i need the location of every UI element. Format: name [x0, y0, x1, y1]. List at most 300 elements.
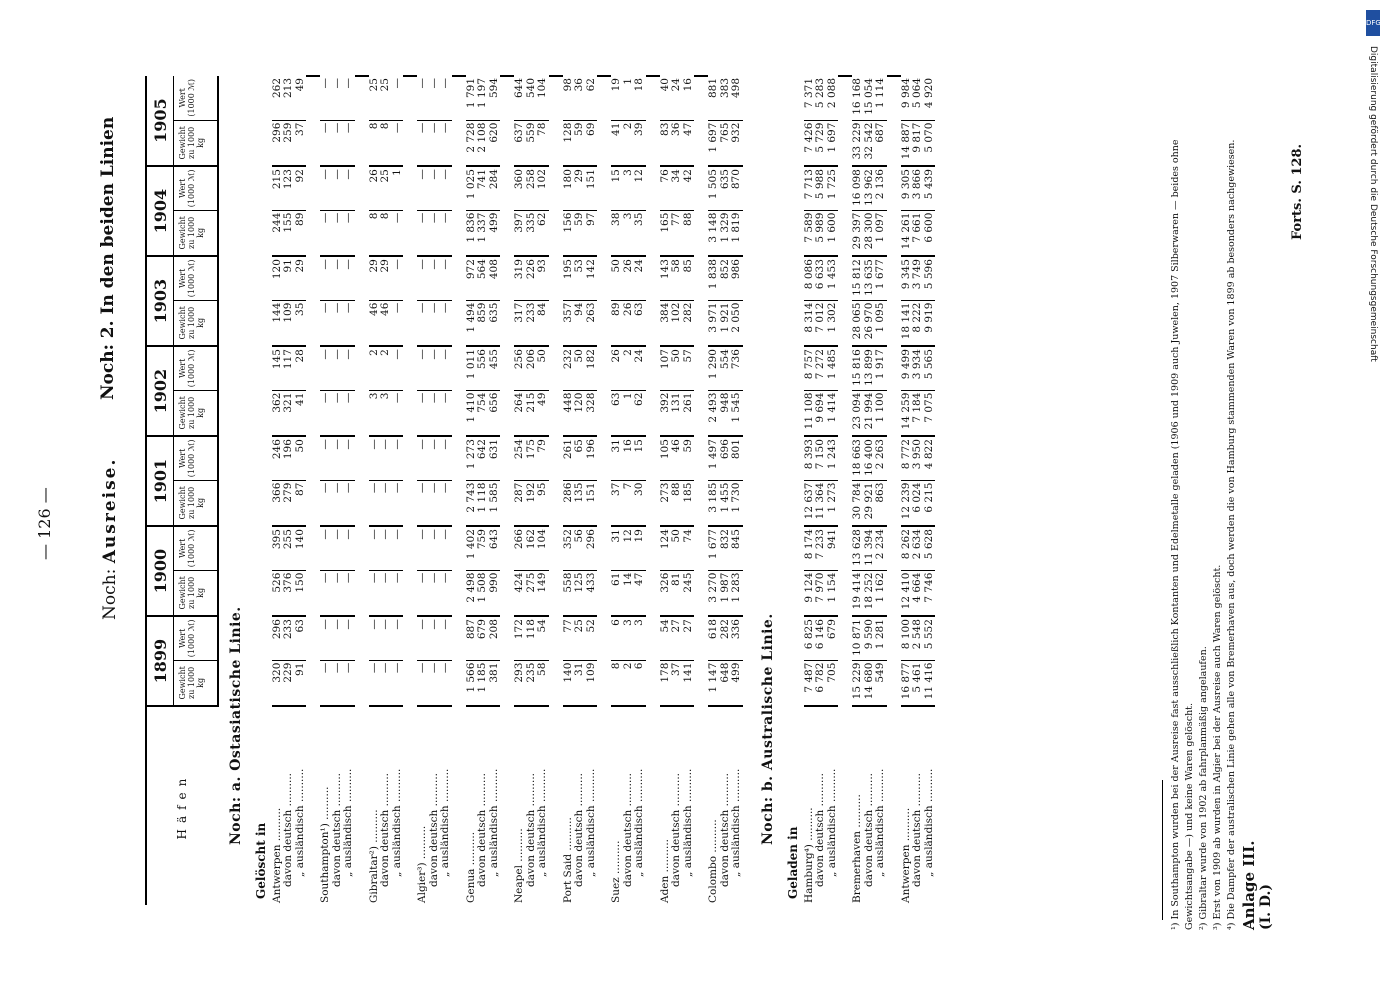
weight-cell: 46 — [369, 300, 381, 346]
value-cell: 383 — [720, 76, 732, 120]
value-cell: 36 — [574, 76, 586, 120]
weight-cell: — — [343, 300, 355, 346]
weight-cell: 102 — [671, 300, 683, 346]
weight-cell: 549 — [875, 660, 887, 706]
value-cell: 408 — [489, 256, 501, 300]
weight-cell: 5 729 — [815, 120, 827, 166]
weight-cell: 293 — [514, 660, 526, 706]
row-label: davon deutsch .......... — [380, 706, 392, 905]
dfg-strip — [1366, 10, 1380, 990]
weight-cell: 151 — [586, 480, 598, 526]
value-cell: 9 345 — [901, 256, 913, 300]
weight-cell: 28 300 — [864, 210, 876, 256]
year-header: 1904 — [146, 166, 174, 256]
table-row — [514, 76, 526, 905]
value-cell: 50 — [295, 436, 307, 480]
value-cell: — — [320, 166, 332, 210]
weight-cell: 5 989 — [815, 210, 827, 256]
value-cell: 7 713 — [804, 166, 816, 210]
value-cell: 77 — [563, 616, 575, 660]
value-cell: 16 — [683, 76, 695, 120]
value-cell: 93 — [537, 256, 549, 300]
value-cell: 26 — [623, 256, 635, 300]
value-cell: 1 677 — [708, 526, 720, 570]
weight-cell: 144 — [272, 300, 284, 346]
value-cell: 679 — [827, 616, 839, 660]
weight-cell: 11 108 — [804, 390, 816, 436]
value-cell: — — [343, 76, 355, 120]
value-cell: 2 634 — [912, 526, 924, 570]
row-label: „ ausländisch .......... — [537, 706, 549, 905]
row-label: davon deutsch .......... — [477, 706, 489, 905]
weight-cell: 7 661 — [912, 210, 924, 256]
value-cell: — — [417, 76, 429, 120]
weight-cell: 279 — [283, 480, 295, 526]
weight-cell: 59 — [574, 210, 586, 256]
table-row — [683, 76, 695, 905]
footnote: ²) Gibraltar wurde von 1902 ab fahrplanmäßig angelaufen. — [1198, 646, 1209, 930]
weight-cell: 6 600 — [924, 210, 936, 256]
weight-cell: 9 694 — [815, 390, 827, 436]
weight-cell: 125 — [574, 570, 586, 616]
table-row — [611, 76, 623, 905]
weight-cell: — — [417, 390, 429, 436]
value-cell: 54 — [660, 616, 672, 660]
value-cell: 24 — [671, 76, 683, 120]
table-row — [827, 76, 839, 905]
value-cell: 1 197 — [477, 76, 489, 120]
weight-cell: 11 416 — [924, 660, 936, 706]
weight-cell: 97 — [586, 210, 598, 256]
weight-cell: — — [369, 480, 381, 526]
value-cell: 679 — [477, 616, 489, 660]
value-cell: 2 — [623, 346, 635, 390]
row-label: Antwerpen .......... — [272, 706, 284, 905]
weight-cell: 287 — [514, 480, 526, 526]
weight-cell: 14 887 — [901, 120, 913, 166]
row-label: „ ausländisch .......... — [489, 706, 501, 905]
weight-cell: 165 — [660, 210, 672, 256]
weight-cell: 87 — [295, 480, 307, 526]
weight-cell: 3 — [623, 210, 635, 256]
value-cell: — — [343, 166, 355, 210]
value-cell: 7 371 — [804, 76, 816, 120]
row-label: Bremerhaven .......... — [852, 706, 864, 905]
value-cell: — — [392, 346, 404, 390]
value-cell: 1 485 — [827, 346, 839, 390]
weight-cell: 397 — [514, 210, 526, 256]
weight-cell: 7 589 — [804, 210, 816, 256]
value-cell: 92 — [295, 166, 307, 210]
table-row — [417, 76, 429, 905]
value-cell: 3 866 — [912, 166, 924, 210]
value-cell: 1 453 — [827, 256, 839, 300]
weight-cell: 61 — [611, 570, 623, 616]
row-label: davon deutsch .......... — [332, 706, 344, 905]
weight-cell: — — [392, 120, 404, 166]
footnote: ⁴) Die Dampfer der australischen Linie gehen alle von Bremerhaven aus, doch werden die von Hamburg stammenden Waren von 1899 ab besonders nachgewiesen. — [1226, 139, 1237, 930]
footnote-rule — [1162, 780, 1163, 920]
row-label: „ ausländisch .......... — [827, 706, 839, 905]
weight-cell: 362 — [272, 390, 284, 436]
weight-cell: 81 — [671, 570, 683, 616]
weight-cell: 215 — [526, 390, 538, 436]
weight-cell: 29 397 — [852, 210, 864, 256]
weight-cell: 948 — [720, 390, 732, 436]
value-cell: 15 — [611, 166, 623, 210]
weight-cell: 273 — [660, 480, 672, 526]
value-cell: 8 757 — [804, 346, 816, 390]
weight-cell: 1 585 — [489, 480, 501, 526]
value-cell: 941 — [827, 526, 839, 570]
value-cell: — — [429, 436, 441, 480]
value-cell: 25 — [380, 76, 392, 120]
weight-cell: 5 070 — [924, 120, 936, 166]
weight-cell: 705 — [827, 660, 839, 706]
value-cell: 1 114 — [875, 76, 887, 120]
value-cell: — — [343, 526, 355, 570]
weight-cell: 14 — [623, 570, 635, 616]
weight-cell: 3 148 — [708, 210, 720, 256]
value-cell: — — [417, 526, 429, 570]
weight-cell: 39 — [634, 120, 646, 166]
weight-cell: 1 697 — [708, 120, 720, 166]
weight-cell: 30 784 — [852, 480, 864, 526]
value-cell: 5 988 — [815, 166, 827, 210]
value-cell: 13 628 — [852, 526, 864, 570]
weight-cell: 320 — [272, 660, 284, 706]
weight-cell: 376 — [283, 570, 295, 616]
weight-cell: 1 494 — [466, 300, 478, 346]
weight-cell: 8 314 — [804, 300, 816, 346]
value-cell: 233 — [283, 616, 295, 660]
weight-cell: 59 — [574, 120, 586, 166]
weight-cell: 135 — [574, 480, 586, 526]
section-a-group-label: Gelöscht in — [254, 822, 268, 899]
weight-cell: 2 — [623, 120, 635, 166]
weight-cell: 366 — [272, 480, 284, 526]
weight-cell: 33 229 — [852, 120, 864, 166]
weight-cell: 1 147 — [708, 660, 720, 706]
value-cell: 852 — [720, 256, 732, 300]
value-cell: — — [343, 346, 355, 390]
value-cell: — — [343, 256, 355, 300]
value-cell: 741 — [477, 166, 489, 210]
weight-cell: 1 600 — [827, 210, 839, 256]
weight-cell: — — [320, 120, 332, 166]
weight-cell: 2 493 — [708, 390, 720, 436]
value-cell: 54 — [537, 616, 549, 660]
weight-cell: 1 921 — [720, 300, 732, 346]
weight-cell: 261 — [683, 390, 695, 436]
value-cell: — — [380, 436, 392, 480]
value-cell: 50 — [671, 346, 683, 390]
footnote: ¹) In Southampton wurden bei der Ausreise fast ausschließlich Kontanten und Edelmetalle geladen (1906 und 1909 auch Juwelen, 1907 Silberwaren — beides ohne Gewichtsangabe —) und keine Waren gelöscht. — [1170, 139, 1195, 930]
weight-cell: — — [332, 480, 344, 526]
value-cell: 3 934 — [912, 346, 924, 390]
value-cell: — — [320, 256, 332, 300]
value-cell: — — [392, 526, 404, 570]
value-cell: — — [429, 256, 441, 300]
value-cell: 104 — [537, 76, 549, 120]
weight-cell: 1 — [623, 390, 635, 436]
table-row — [380, 76, 392, 905]
weight-cell: 3 — [380, 390, 392, 436]
value-cell: — — [320, 346, 332, 390]
value-cell: — — [429, 346, 441, 390]
anlage-label: Anlage III. — [1240, 840, 1258, 930]
value-cell: 1 505 — [708, 166, 720, 210]
weight-cell: 9 124 — [804, 570, 816, 616]
value-cell: 2 234 — [875, 526, 887, 570]
value-cell: 85 — [683, 256, 695, 300]
weight-cell: 3 971 — [708, 300, 720, 346]
weight-cell: — — [320, 570, 332, 616]
value-cell: 7 233 — [815, 526, 827, 570]
value-cell: 91 — [283, 256, 295, 300]
weight-subheader: Gewicht zu 1000 kg — [174, 570, 218, 616]
weight-cell: 229 — [283, 660, 295, 706]
row-spacer — [887, 76, 901, 905]
weight-cell: — — [429, 660, 441, 706]
weight-cell: 21 994 — [864, 390, 876, 436]
weight-cell: — — [417, 120, 429, 166]
weight-cell: 28 065 — [852, 300, 864, 346]
weight-cell: — — [417, 660, 429, 706]
value-cell: 594 — [489, 76, 501, 120]
value-cell: 12 — [623, 526, 635, 570]
weight-cell: 6 215 — [924, 480, 936, 526]
weight-cell: 36 — [671, 120, 683, 166]
value-cell: 2 — [369, 346, 381, 390]
value-cell: 40 — [660, 76, 672, 120]
value-cell: 696 — [720, 436, 732, 480]
value-cell: — — [332, 526, 344, 570]
weight-cell: 1 097 — [875, 210, 887, 256]
value-cell: 13 899 — [864, 346, 876, 390]
value-cell: 6 — [611, 616, 623, 660]
weight-cell: 2 743 — [466, 480, 478, 526]
value-cell: 556 — [477, 346, 489, 390]
table-row — [295, 76, 307, 905]
weight-cell: — — [332, 570, 344, 616]
weight-cell: — — [332, 120, 344, 166]
value-cell: — — [440, 256, 452, 300]
value-cell: 1 838 — [708, 256, 720, 300]
value-cell: 27 — [671, 616, 683, 660]
weight-cell: 49 — [537, 390, 549, 436]
weight-cell: — — [429, 390, 441, 436]
value-cell: 50 — [611, 256, 623, 300]
weight-cell: 88 — [671, 480, 683, 526]
value-cell: — — [440, 436, 452, 480]
weight-cell: 1 836 — [466, 210, 478, 256]
value-cell: 7 150 — [815, 436, 827, 480]
value-cell: 151 — [586, 166, 598, 210]
weight-cell: 141 — [683, 660, 695, 706]
weight-cell: — — [440, 570, 452, 616]
weight-cell: 8 222 — [912, 300, 924, 346]
weight-cell: — — [369, 570, 381, 616]
weight-cell: — — [392, 300, 404, 346]
weight-cell: 559 — [526, 120, 538, 166]
value-cell: 52 — [586, 616, 598, 660]
value-cell: 143 — [660, 256, 672, 300]
row-spacer — [403, 76, 417, 905]
weight-cell: — — [440, 480, 452, 526]
row-label: „ ausländisch .......... — [440, 706, 452, 905]
weight-cell: 8 — [380, 210, 392, 256]
value-cell: 31 — [611, 526, 623, 570]
value-cell: 50 — [537, 346, 549, 390]
weight-cell: 282 — [683, 300, 695, 346]
value-cell: — — [392, 76, 404, 120]
continued-note: Forts. S. 128. — [1290, 143, 1305, 240]
weight-cell: 8 — [369, 210, 381, 256]
row-spacer — [597, 76, 611, 905]
weight-cell: 155 — [283, 210, 295, 256]
table-row — [489, 76, 501, 905]
value-cell: 16 168 — [852, 76, 864, 120]
value-cell: 9 305 — [901, 166, 913, 210]
value-cell: 15 816 — [852, 346, 864, 390]
year-header: 1899 — [146, 616, 174, 706]
weight-cell: — — [343, 480, 355, 526]
value-cell: — — [332, 76, 344, 120]
value-cell: 74 — [683, 526, 695, 570]
weight-cell: — — [343, 390, 355, 436]
weight-cell: 448 — [563, 390, 575, 436]
dfg-text: Digitalisierung gefördert durch die Deutsche Forschungsgemeinschaft — [1368, 46, 1378, 362]
value-cell: 631 — [489, 436, 501, 480]
value-cell: — — [320, 436, 332, 480]
value-cell: 18 663 — [852, 436, 864, 480]
weight-cell: 335 — [526, 210, 538, 256]
weight-cell: 41 — [611, 120, 623, 166]
value-cell: 29 — [380, 256, 392, 300]
weight-cell: 38 — [611, 210, 623, 256]
value-cell: — — [320, 526, 332, 570]
year-header: 1903 — [146, 256, 174, 346]
value-cell: 540 — [526, 76, 538, 120]
weight-cell: — — [320, 300, 332, 346]
value-cell: 11 394 — [864, 526, 876, 570]
weight-cell: 31 — [574, 660, 586, 706]
weight-cell: 1 162 — [875, 570, 887, 616]
weight-cell: 1 302 — [827, 300, 839, 346]
weight-cell: 12 239 — [901, 480, 913, 526]
weight-cell: 381 — [489, 660, 501, 706]
weight-cell: 499 — [489, 210, 501, 256]
value-cell: 3 — [634, 616, 646, 660]
value-cell: 319 — [514, 256, 526, 300]
table-row — [537, 76, 549, 905]
value-cell: 336 — [731, 616, 743, 660]
table-row — [343, 76, 355, 905]
weight-cell: 3 185 — [708, 480, 720, 526]
weight-cell: 83 — [660, 120, 672, 166]
value-cell: 28 — [295, 346, 307, 390]
weight-cell: 140 — [563, 660, 575, 706]
weight-cell: 384 — [660, 300, 672, 346]
weight-cell: 235 — [526, 660, 538, 706]
row-label: „ ausländisch .......... — [295, 706, 307, 905]
value-cell: 986 — [731, 256, 743, 300]
weight-cell: — — [429, 300, 441, 346]
weight-subheader: Gewicht zu 1000 kg — [174, 120, 218, 166]
weight-cell: 1 337 — [477, 210, 489, 256]
footnote: ³) Erst von 1909 ab wurden in Algier bei der Ausreise auch Waren gelöscht. — [1212, 564, 1223, 930]
row-label: davon deutsch .......... — [623, 706, 635, 905]
value-cell: 25 — [380, 166, 392, 210]
value-cell: 2 548 — [912, 616, 924, 660]
value-cell: 24 — [634, 346, 646, 390]
row-label: davon deutsch .......... — [912, 706, 924, 905]
value-cell: 145 — [272, 346, 284, 390]
value-cell: 644 — [514, 76, 526, 120]
table-row — [283, 76, 295, 905]
weight-cell: 1 697 — [827, 120, 839, 166]
weight-cell: 9 817 — [912, 120, 924, 166]
row-label: davon deutsch .......... — [429, 706, 441, 905]
value-cell: 1 497 — [708, 436, 720, 480]
weight-cell: 89 — [611, 300, 623, 346]
weight-cell: 185 — [683, 480, 695, 526]
weight-cell: 91 — [295, 660, 307, 706]
weight-cell: 62 — [634, 390, 646, 436]
weight-subheader: Gewicht zu 1000 kg — [174, 480, 218, 526]
weight-cell: 648 — [720, 660, 732, 706]
value-cell: 208 — [489, 616, 501, 660]
weight-cell: 95 — [537, 480, 549, 526]
value-cell: 34 — [671, 166, 683, 210]
value-cell: 58 — [671, 256, 683, 300]
value-cell: 284 — [489, 166, 501, 210]
weight-cell: 424 — [514, 570, 526, 616]
weight-cell: 120 — [574, 390, 586, 436]
weight-cell: — — [320, 210, 332, 256]
value-cell: 498 — [731, 76, 743, 120]
value-cell: 2 088 — [827, 76, 839, 120]
value-cell: 226 — [526, 256, 538, 300]
weight-cell: 765 — [720, 120, 732, 166]
value-cell: — — [332, 346, 344, 390]
value-cell: 2 263 — [875, 436, 887, 480]
weight-cell: — — [320, 390, 332, 436]
row-label: „ ausländisch .......... — [586, 706, 598, 905]
row-spacer — [838, 76, 852, 905]
value-cell: 46 — [671, 436, 683, 480]
hafen-header: Häfen — [146, 706, 218, 905]
weight-cell: 1 185 — [477, 660, 489, 706]
weight-cell: 233 — [526, 300, 538, 346]
weight-cell: 37 — [671, 660, 683, 706]
weight-cell: 78 — [537, 120, 549, 166]
weight-cell: 30 — [634, 480, 646, 526]
weight-cell: 7 970 — [815, 570, 827, 616]
value-cell: — — [440, 76, 452, 120]
weight-cell: 8 — [380, 120, 392, 166]
row-label: Port Said .......... — [563, 706, 575, 905]
value-cell: 18 — [634, 76, 646, 120]
value-cell: 2 136 — [875, 166, 887, 210]
value-cell: 642 — [477, 436, 489, 480]
value-cell: 1 725 — [827, 166, 839, 210]
weight-cell: 63 — [611, 390, 623, 436]
value-cell: 246 — [272, 436, 284, 480]
value-cell: 1 402 — [466, 526, 478, 570]
value-cell: 57 — [683, 346, 695, 390]
